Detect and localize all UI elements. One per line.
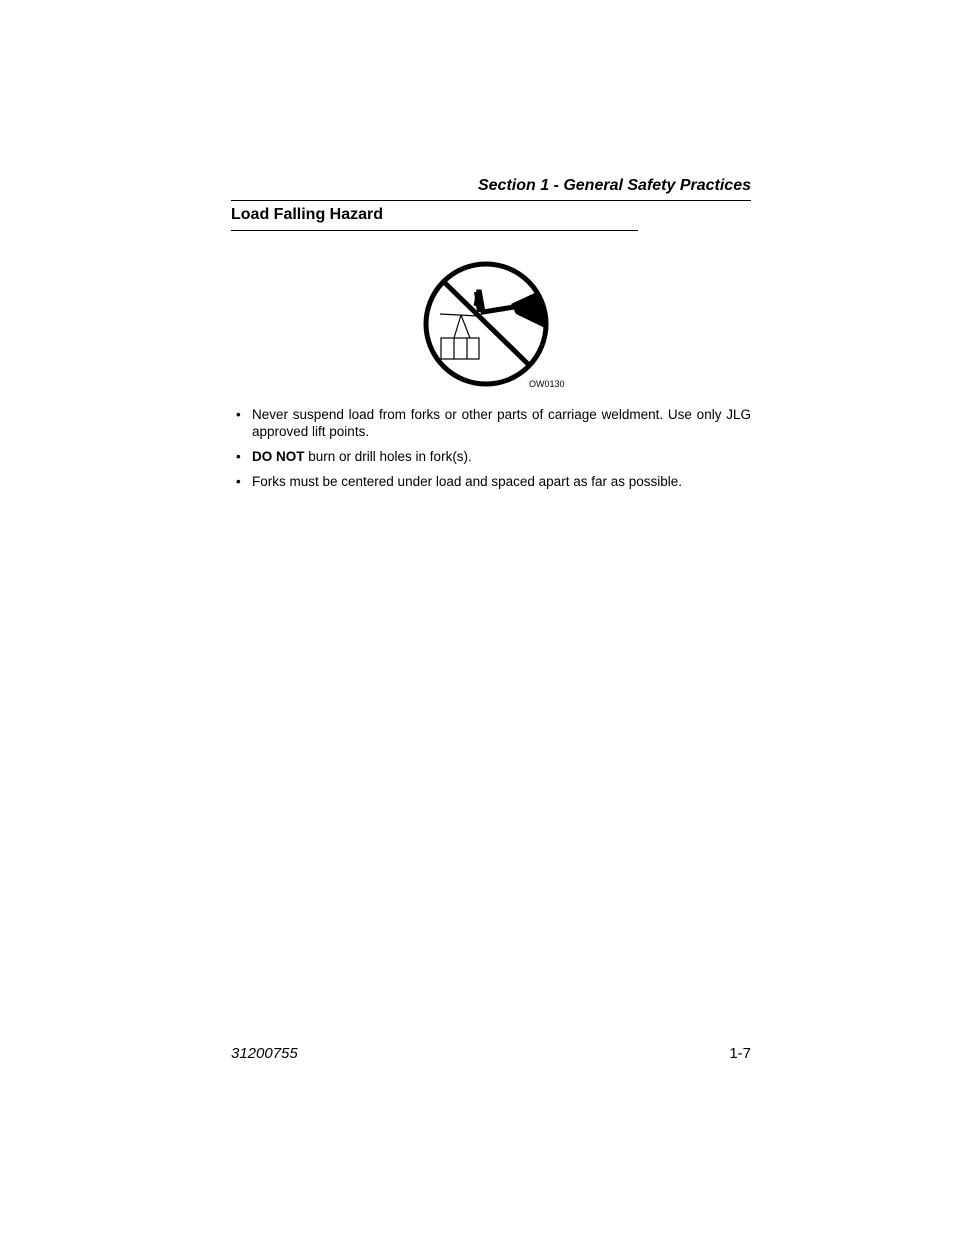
bullet-icon: • bbox=[236, 449, 241, 464]
prohibition-sign-icon bbox=[418, 256, 578, 392]
bullet-text: burn or drill holes in fork(s). bbox=[304, 449, 472, 464]
topic-title: Load Falling Hazard bbox=[231, 206, 384, 223]
list-item bbox=[231, 448, 751, 465]
bullet-text: Never suspend load from forks or other parts of carriage weldment. Use only JLG approved lift points. bbox=[252, 407, 751, 439]
bullet-text: Forks must be centered under load and spaced apart as far as possible. bbox=[252, 474, 682, 489]
page-number: 1-7 bbox=[729, 1045, 751, 1062]
hazard-figure bbox=[418, 256, 578, 392]
list-item bbox=[231, 473, 751, 490]
bullet-emphasis: DO NOT bbox=[252, 449, 305, 464]
bullet-icon: • bbox=[236, 407, 241, 422]
figure-code: OW0130 bbox=[529, 379, 565, 389]
list-item bbox=[231, 406, 751, 440]
section-header: Section 1 - General Safety Practices bbox=[477, 177, 751, 194]
document-number: 31200755 bbox=[231, 1045, 298, 1062]
section-rule bbox=[231, 200, 751, 201]
bullet-icon: • bbox=[236, 474, 241, 489]
bullet-list bbox=[231, 406, 751, 498]
topic-rule bbox=[231, 230, 638, 231]
